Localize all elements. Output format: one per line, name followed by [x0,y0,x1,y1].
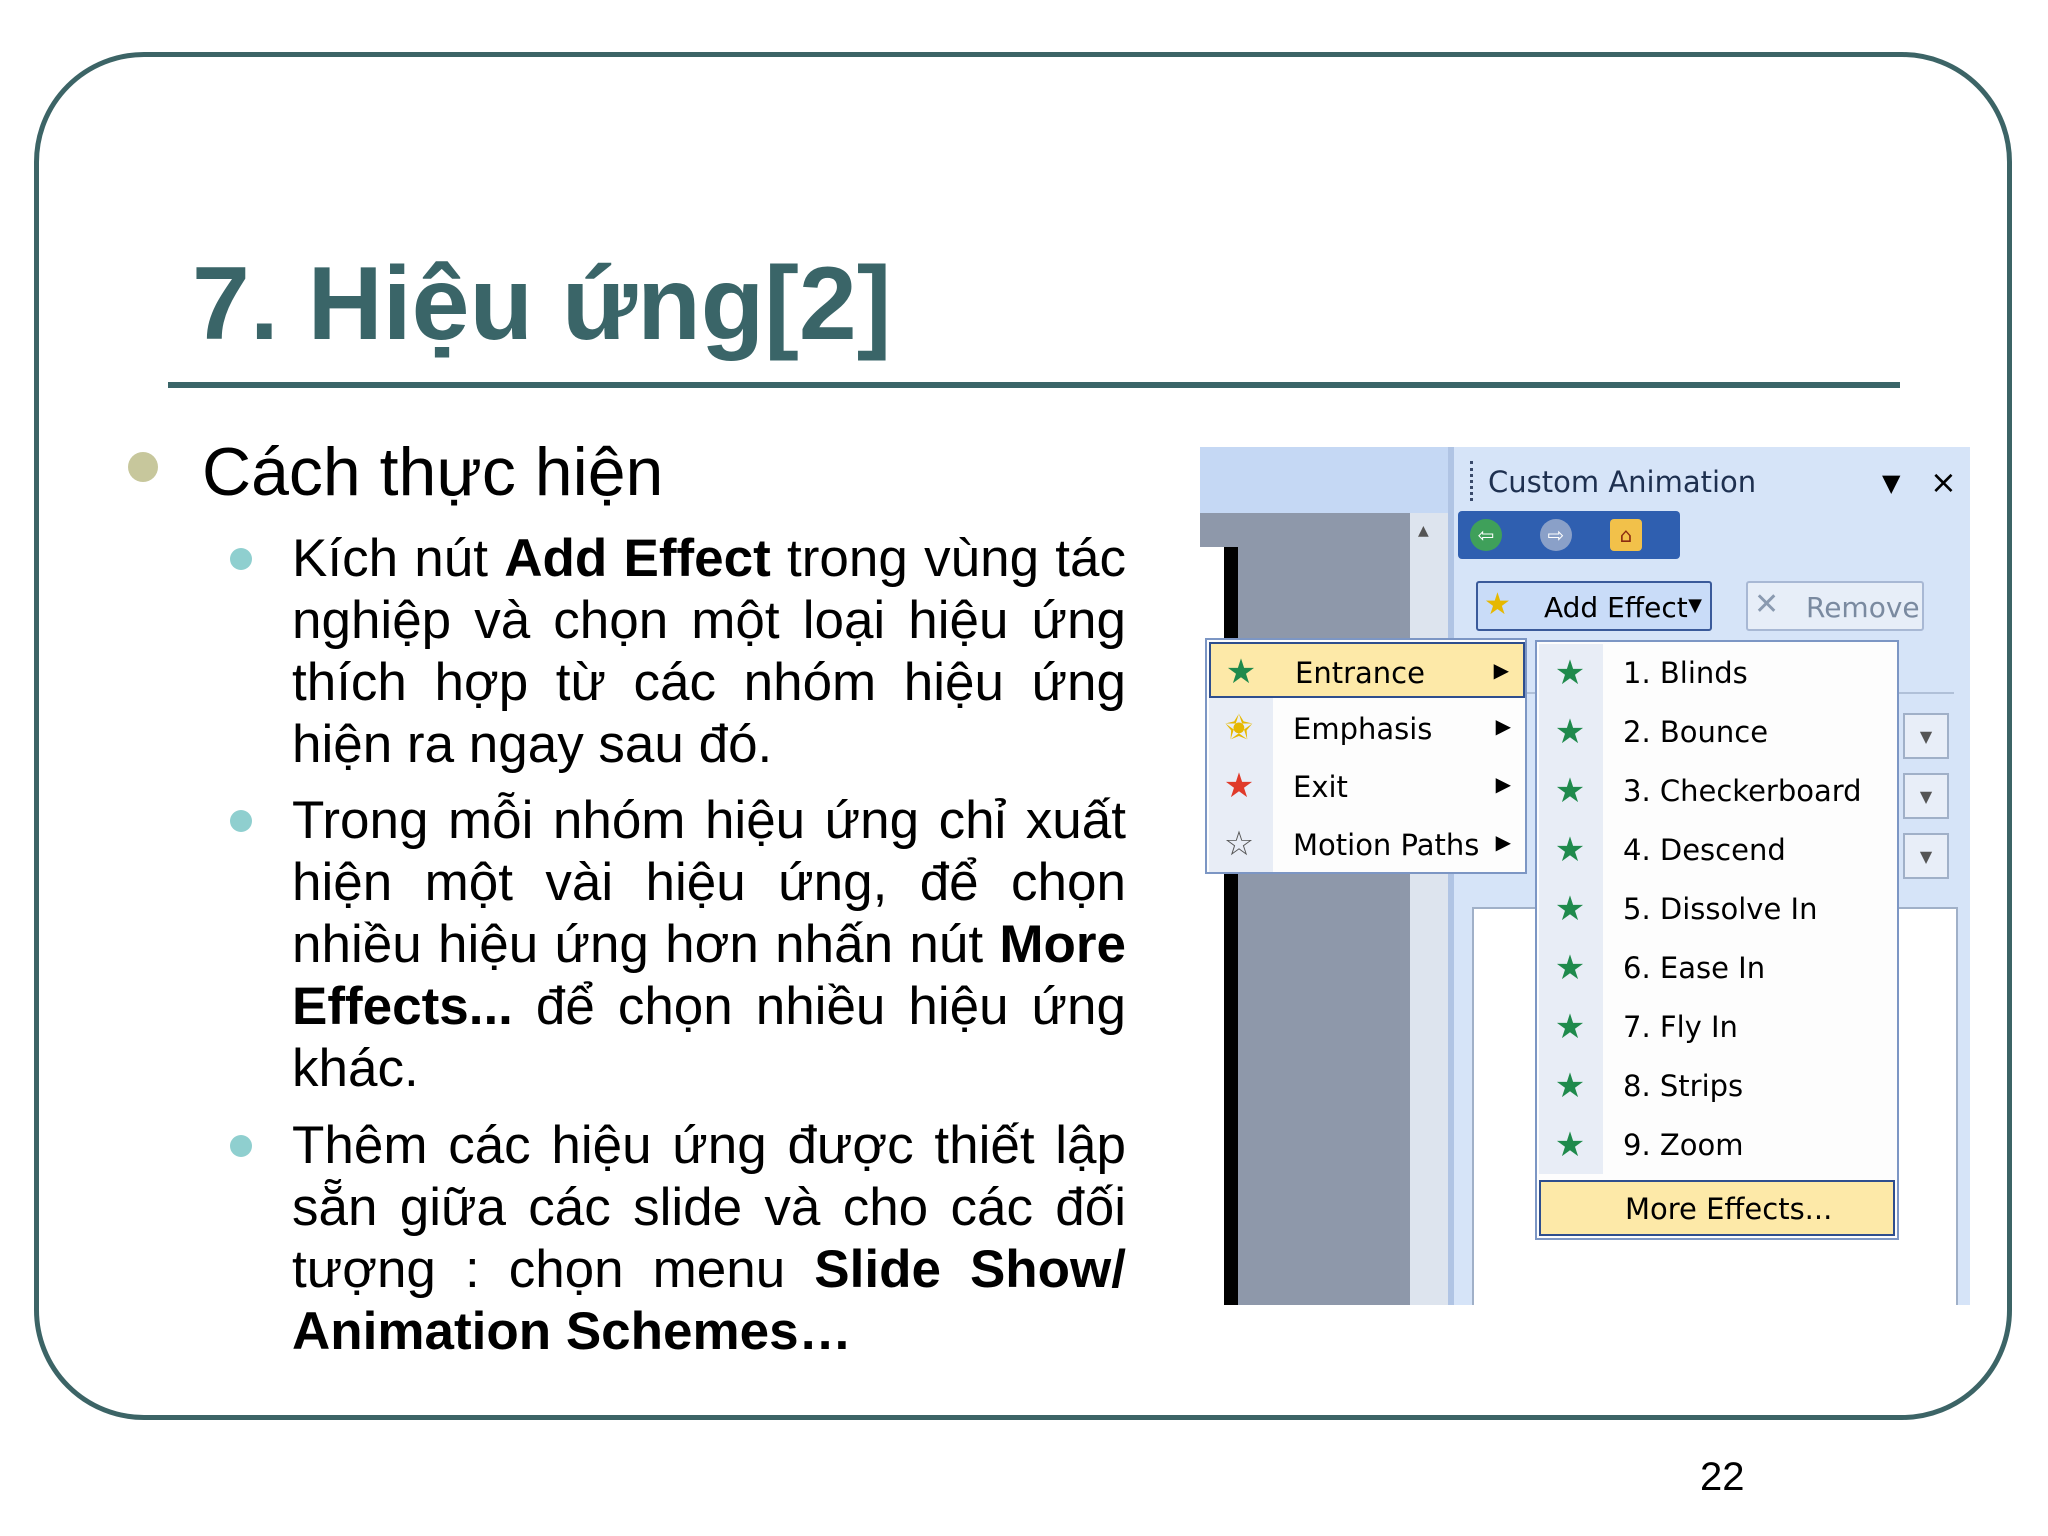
dropdown-chevron-icon[interactable]: ▼ [1903,713,1949,759]
effect-label: 2. Bounce [1623,715,1769,749]
effect-label: 3. Checkerboard [1623,774,1862,808]
effect-star-icon: ★ [1554,771,1586,811]
submenu-arrow-icon: ▶ [1495,772,1511,796]
bullet-1 [292,528,1126,776]
add-effect-button[interactable] [1476,581,1712,631]
bullet-dot [230,548,252,570]
effect-ease-in[interactable] [1539,939,1895,997]
grip-icon[interactable] [1470,461,1477,501]
effect-star-icon: ★ [1554,889,1586,929]
effect-descend[interactable] [1539,821,1895,879]
effect-checkerboard[interactable] [1539,762,1895,820]
add-effect-menu [1205,638,1527,874]
effect-bounce[interactable] [1539,703,1895,761]
submenu-arrow-icon: ▶ [1495,714,1511,738]
remove-button[interactable] [1746,581,1924,631]
more-effects-label: More Effects... [1625,1192,1833,1226]
submenu-arrow-icon: ▶ [1493,658,1509,682]
effect-star-icon: ★ [1554,948,1586,988]
effect-strips[interactable] [1539,1057,1895,1115]
effect-star-icon: ★ [1554,653,1586,693]
motion-path-star-icon: ☆ [1223,824,1255,864]
menu-item-label: Exit [1293,770,1348,804]
entrance-submenu [1535,640,1899,1240]
effect-label: 9. Zoom [1623,1128,1744,1162]
menu-item-label: Emphasis [1293,712,1433,746]
bullet-1-bold: Add Effect [504,529,771,588]
submenu-arrow-icon: ▶ [1495,830,1511,854]
effect-star-icon: ★ [1554,830,1586,870]
home-icon[interactable]: ⌂ [1610,519,1642,551]
menu-item-label: Entrance [1295,656,1425,690]
effect-fly-in[interactable] [1539,998,1895,1056]
menu-item-label: Motion Paths [1293,828,1480,862]
effect-star-icon: ★ [1554,1125,1586,1165]
add-effect-star-icon: ★ [1484,587,1511,622]
dropdown-arrow-icon: ▼ [1688,595,1702,616]
back-arrow-icon[interactable]: ⇦ [1470,519,1502,551]
menu-item-exit[interactable] [1209,758,1525,814]
effect-star-icon: ★ [1554,712,1586,752]
effect-label: 8. Strips [1623,1069,1744,1103]
bullet-1-text-end: trong vùng tác nghiệp và chọn một loại hiệu ứng thích hợp từ các nhóm hiệu ứng hiện ra ngay sau đó. [292,529,1127,774]
bullet-1-text: Kích nút [292,529,505,588]
effect-label: 5. Dissolve In [1623,892,1818,926]
effect-dissolve-in[interactable] [1539,880,1895,938]
menu-item-emphasis[interactable] [1209,700,1525,756]
effect-star-icon: ★ [1554,1066,1586,1106]
effect-label: 6. Ease In [1623,951,1766,985]
bullet-2-bold: More Effects... [292,915,1126,1036]
dropdown-chevron-icon[interactable]: ▼ [1903,833,1949,879]
bullet-3-bold: Slide Show/ Animation Schemes… [292,1240,1126,1361]
level1-bullet [128,452,158,482]
forward-arrow-icon[interactable]: ⇨ [1540,519,1572,551]
remove-label: Remove [1806,591,1920,624]
effect-label: 4. Descend [1623,833,1786,867]
bullet-3-text: Thêm các hiệu ứng được thiết lập sẵn giữa các slide và cho các đối tượng : chọn menu [292,1116,1126,1299]
page-number: 22 [1700,1455,1745,1499]
effect-star-icon: ★ [1554,1007,1586,1047]
more-effects-button[interactable] [1539,1180,1895,1236]
scroll-up-arrow-icon[interactable]: ▲ [1418,523,1429,539]
effect-label: 7. Fly In [1623,1010,1738,1044]
bullet-dot [230,1135,252,1157]
bullet-2-text: Trong mỗi nhóm hiệu ứng chỉ xuất hiện một vài hiệu ứng, để chọn nhiều hiệu ứng hơn nhấn nút [292,791,1126,974]
effect-label: 1. Blinds [1623,656,1748,690]
close-icon[interactable]: × [1930,463,1957,501]
title-underline [168,382,1900,388]
slide-title: 7. Hiệu ứng[2] [192,246,892,362]
bullet-2 [292,790,1126,1100]
bullet-3 [292,1115,1126,1363]
effect-zoom[interactable] [1539,1116,1895,1174]
menu-item-motion-paths[interactable] [1209,816,1525,872]
menu-item-entrance[interactable] [1209,642,1525,698]
effect-blinds[interactable] [1539,644,1895,702]
entrance-star-icon: ★ [1225,652,1257,692]
dropdown-chevron-icon[interactable]: ▼ [1903,773,1949,819]
pane-menu-chevron-icon[interactable]: ▼ [1882,469,1901,497]
level1-heading: Cách thực hiện [202,434,664,510]
bullet-2-text-end: để chọn nhiều hiệu ứng khác. [292,977,1126,1098]
remove-x-icon: ✕ [1754,587,1780,622]
task-pane-title: Custom Animation [1488,465,1757,499]
vertical-scrollbar[interactable] [1410,513,1448,1305]
add-effect-label: Add Effect [1544,591,1688,624]
exit-star-icon: ★ [1223,766,1255,806]
emphasis-star-icon: ✬ [1224,708,1254,748]
bullet-dot [230,810,252,832]
